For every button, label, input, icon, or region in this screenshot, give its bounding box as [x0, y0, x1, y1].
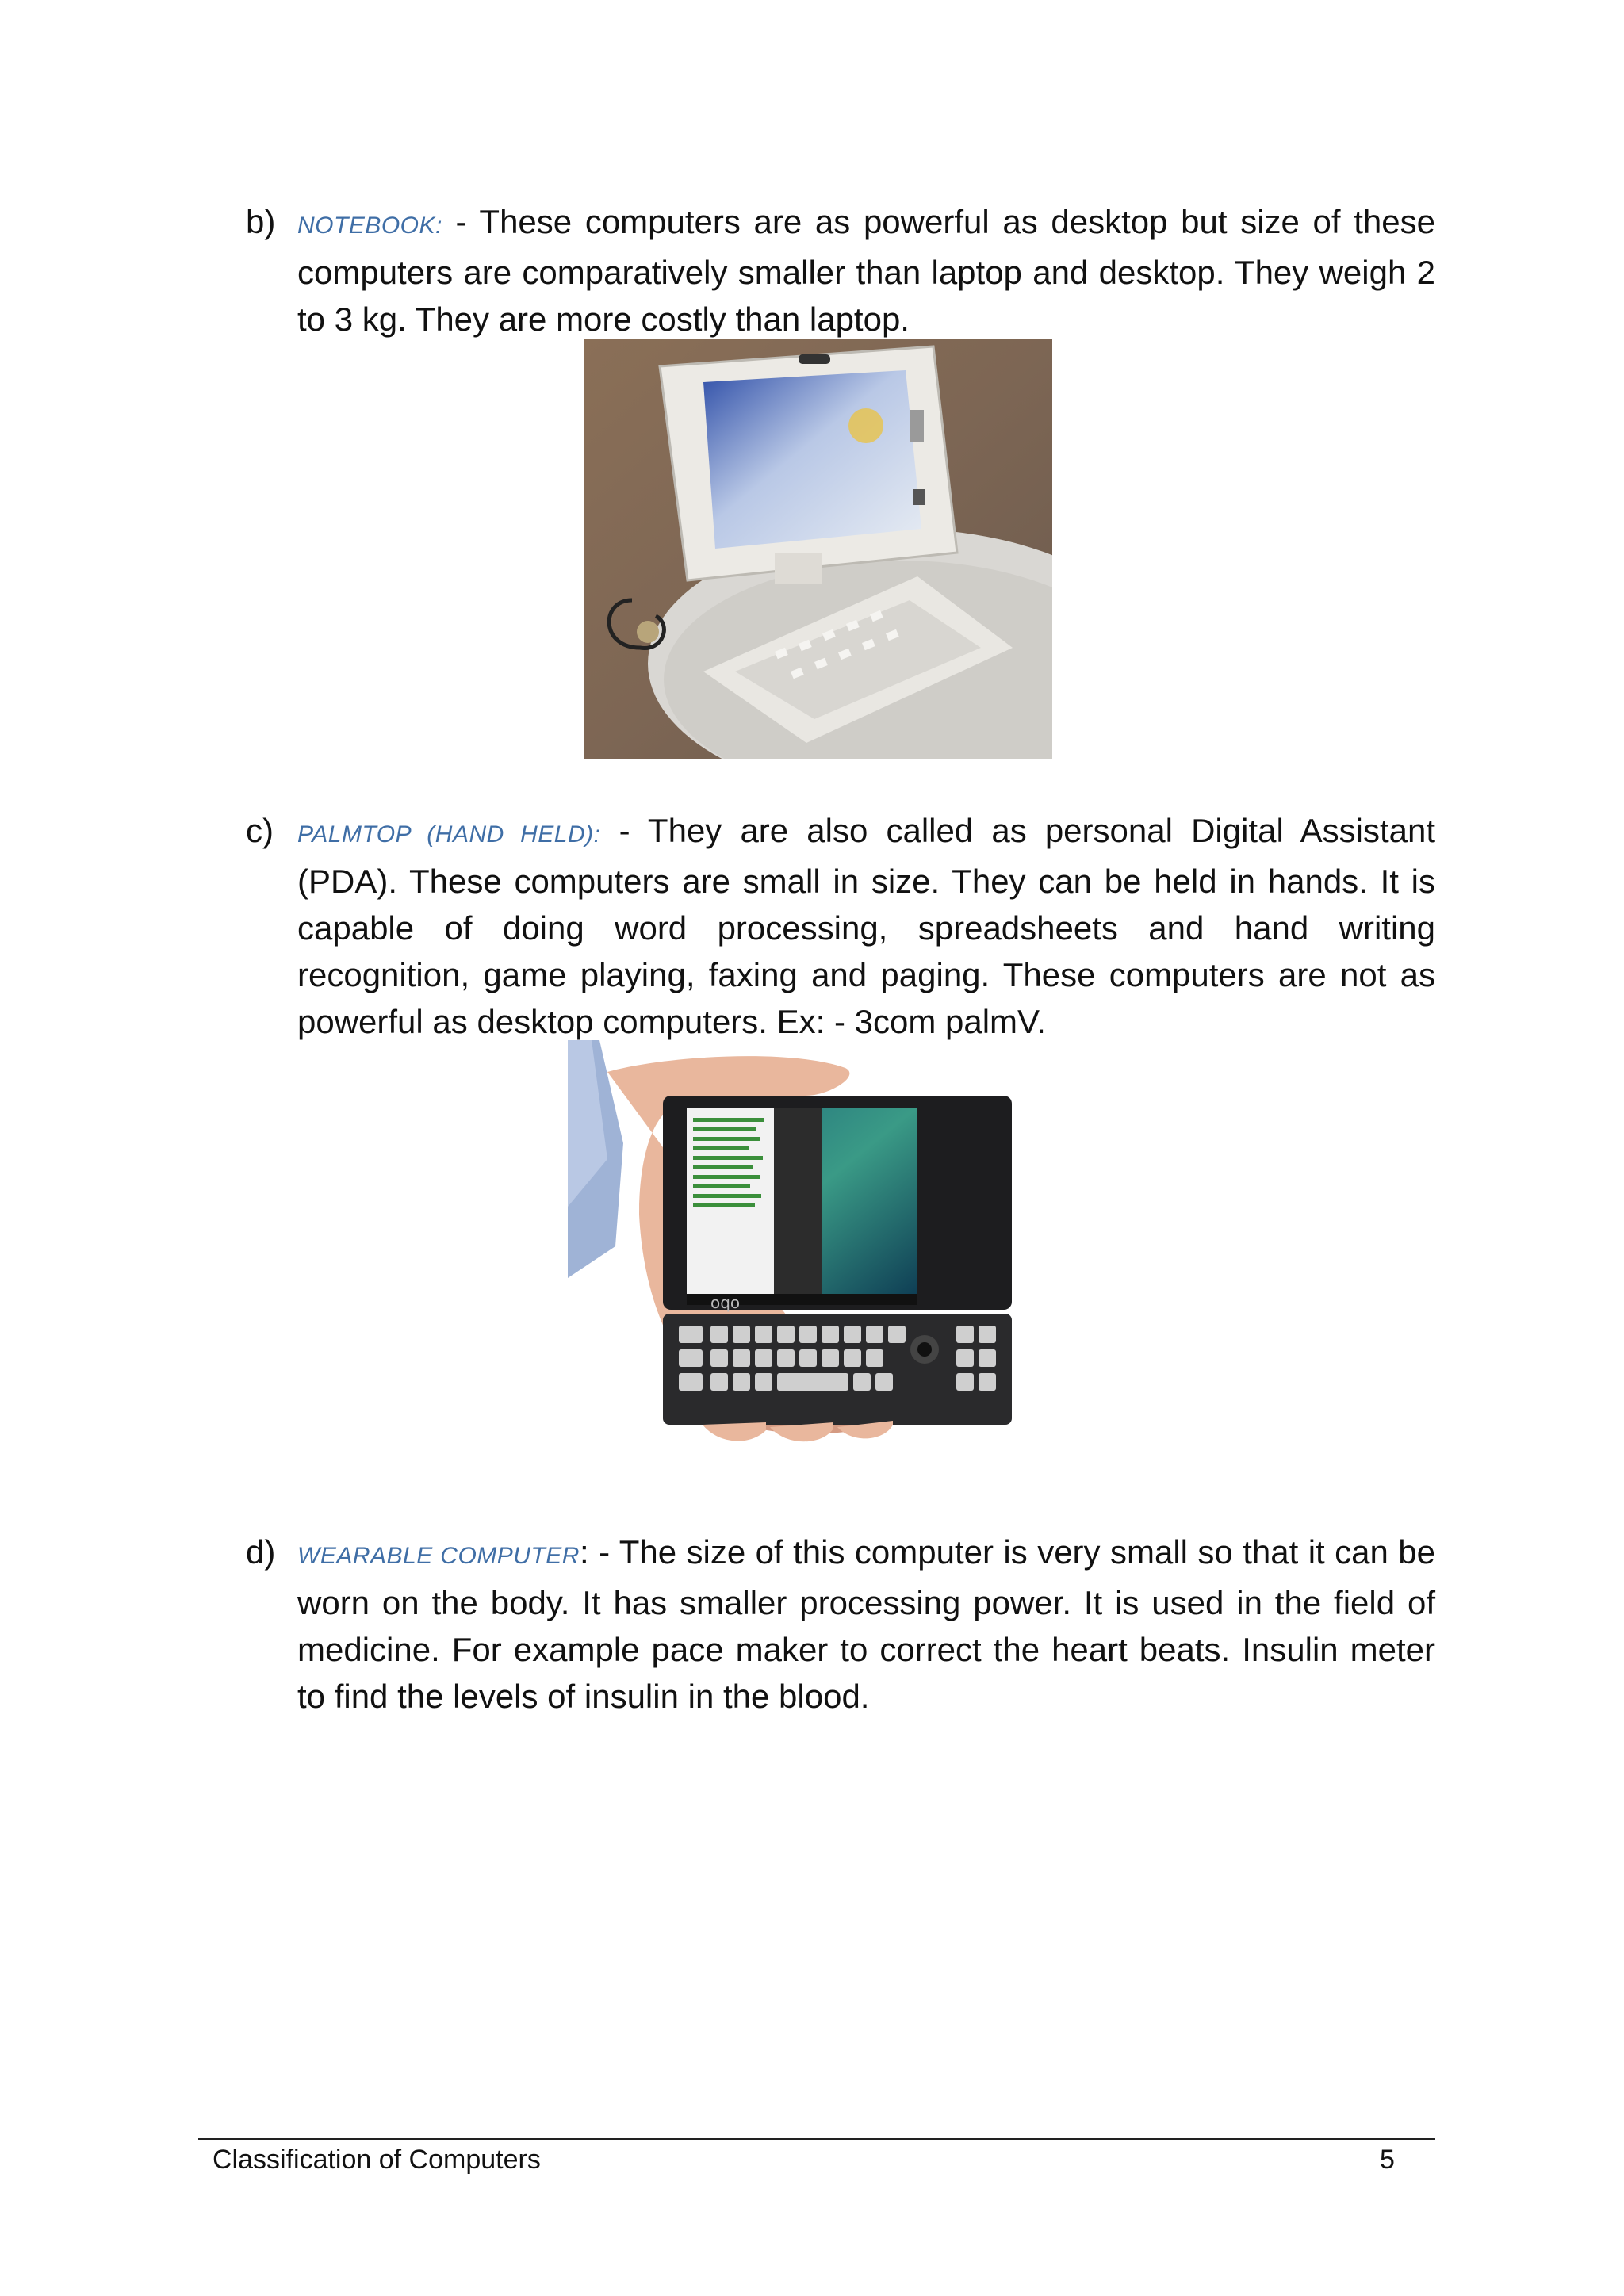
palmtop-term: PALMTOP (HAND HELD):: [297, 821, 601, 848]
list-item-wearable: [246, 1529, 1435, 1720]
palmtop-description: - They are also called as personal Digital Assistant (PDA). These computers are small in size. They can be held in hands. It is capable of doing word processing, spreadsheets and hand writing recognition, game playing, faxing and paging. These computers are not as powerful as desktop computers. Ex: - 3com palmV.: [297, 812, 1435, 1040]
palmtop-photo: [568, 1040, 1028, 1452]
palmtop-illustration: [568, 1040, 1028, 1452]
list-marker: c): [246, 812, 274, 849]
notebook-description: - These computers are as powerful as desktop but size of these computers are comparatively smaller than laptop and desktop. They weigh 2 to 3 kg. They are more costly than laptop.: [297, 203, 1435, 338]
notebook-paragraph: [297, 198, 1435, 342]
list-item-notebook: [246, 198, 1435, 342]
page-number: 5: [1380, 2145, 1395, 2175]
wearable-term: WEARABLE COMPUTER: [297, 1543, 580, 1569]
notebook-term: NOTEBOOK:: [297, 212, 442, 239]
list-marker: d): [246, 1533, 276, 1571]
footer-divider: [198, 2138, 1435, 2140]
wearable-paragraph: [297, 1529, 1435, 1720]
wearable-description: : - The size of this computer is very small so that it can be worn on the body. It has smaller processing power. It is used in the field of medicine. For example pace maker to correct the heart beats. Insulin meter to find the levels of insulin in the blood.: [297, 1533, 1435, 1715]
notebook-photo: [584, 339, 1052, 759]
notebook-illustration: [584, 339, 1052, 759]
palmtop-paragraph: [297, 807, 1435, 1045]
footer-title: Classification of Computers: [213, 2145, 541, 2175]
list-marker: b): [246, 203, 276, 240]
list-item-palmtop: [246, 807, 1435, 1045]
device-brand: oqo: [710, 1293, 741, 1312]
